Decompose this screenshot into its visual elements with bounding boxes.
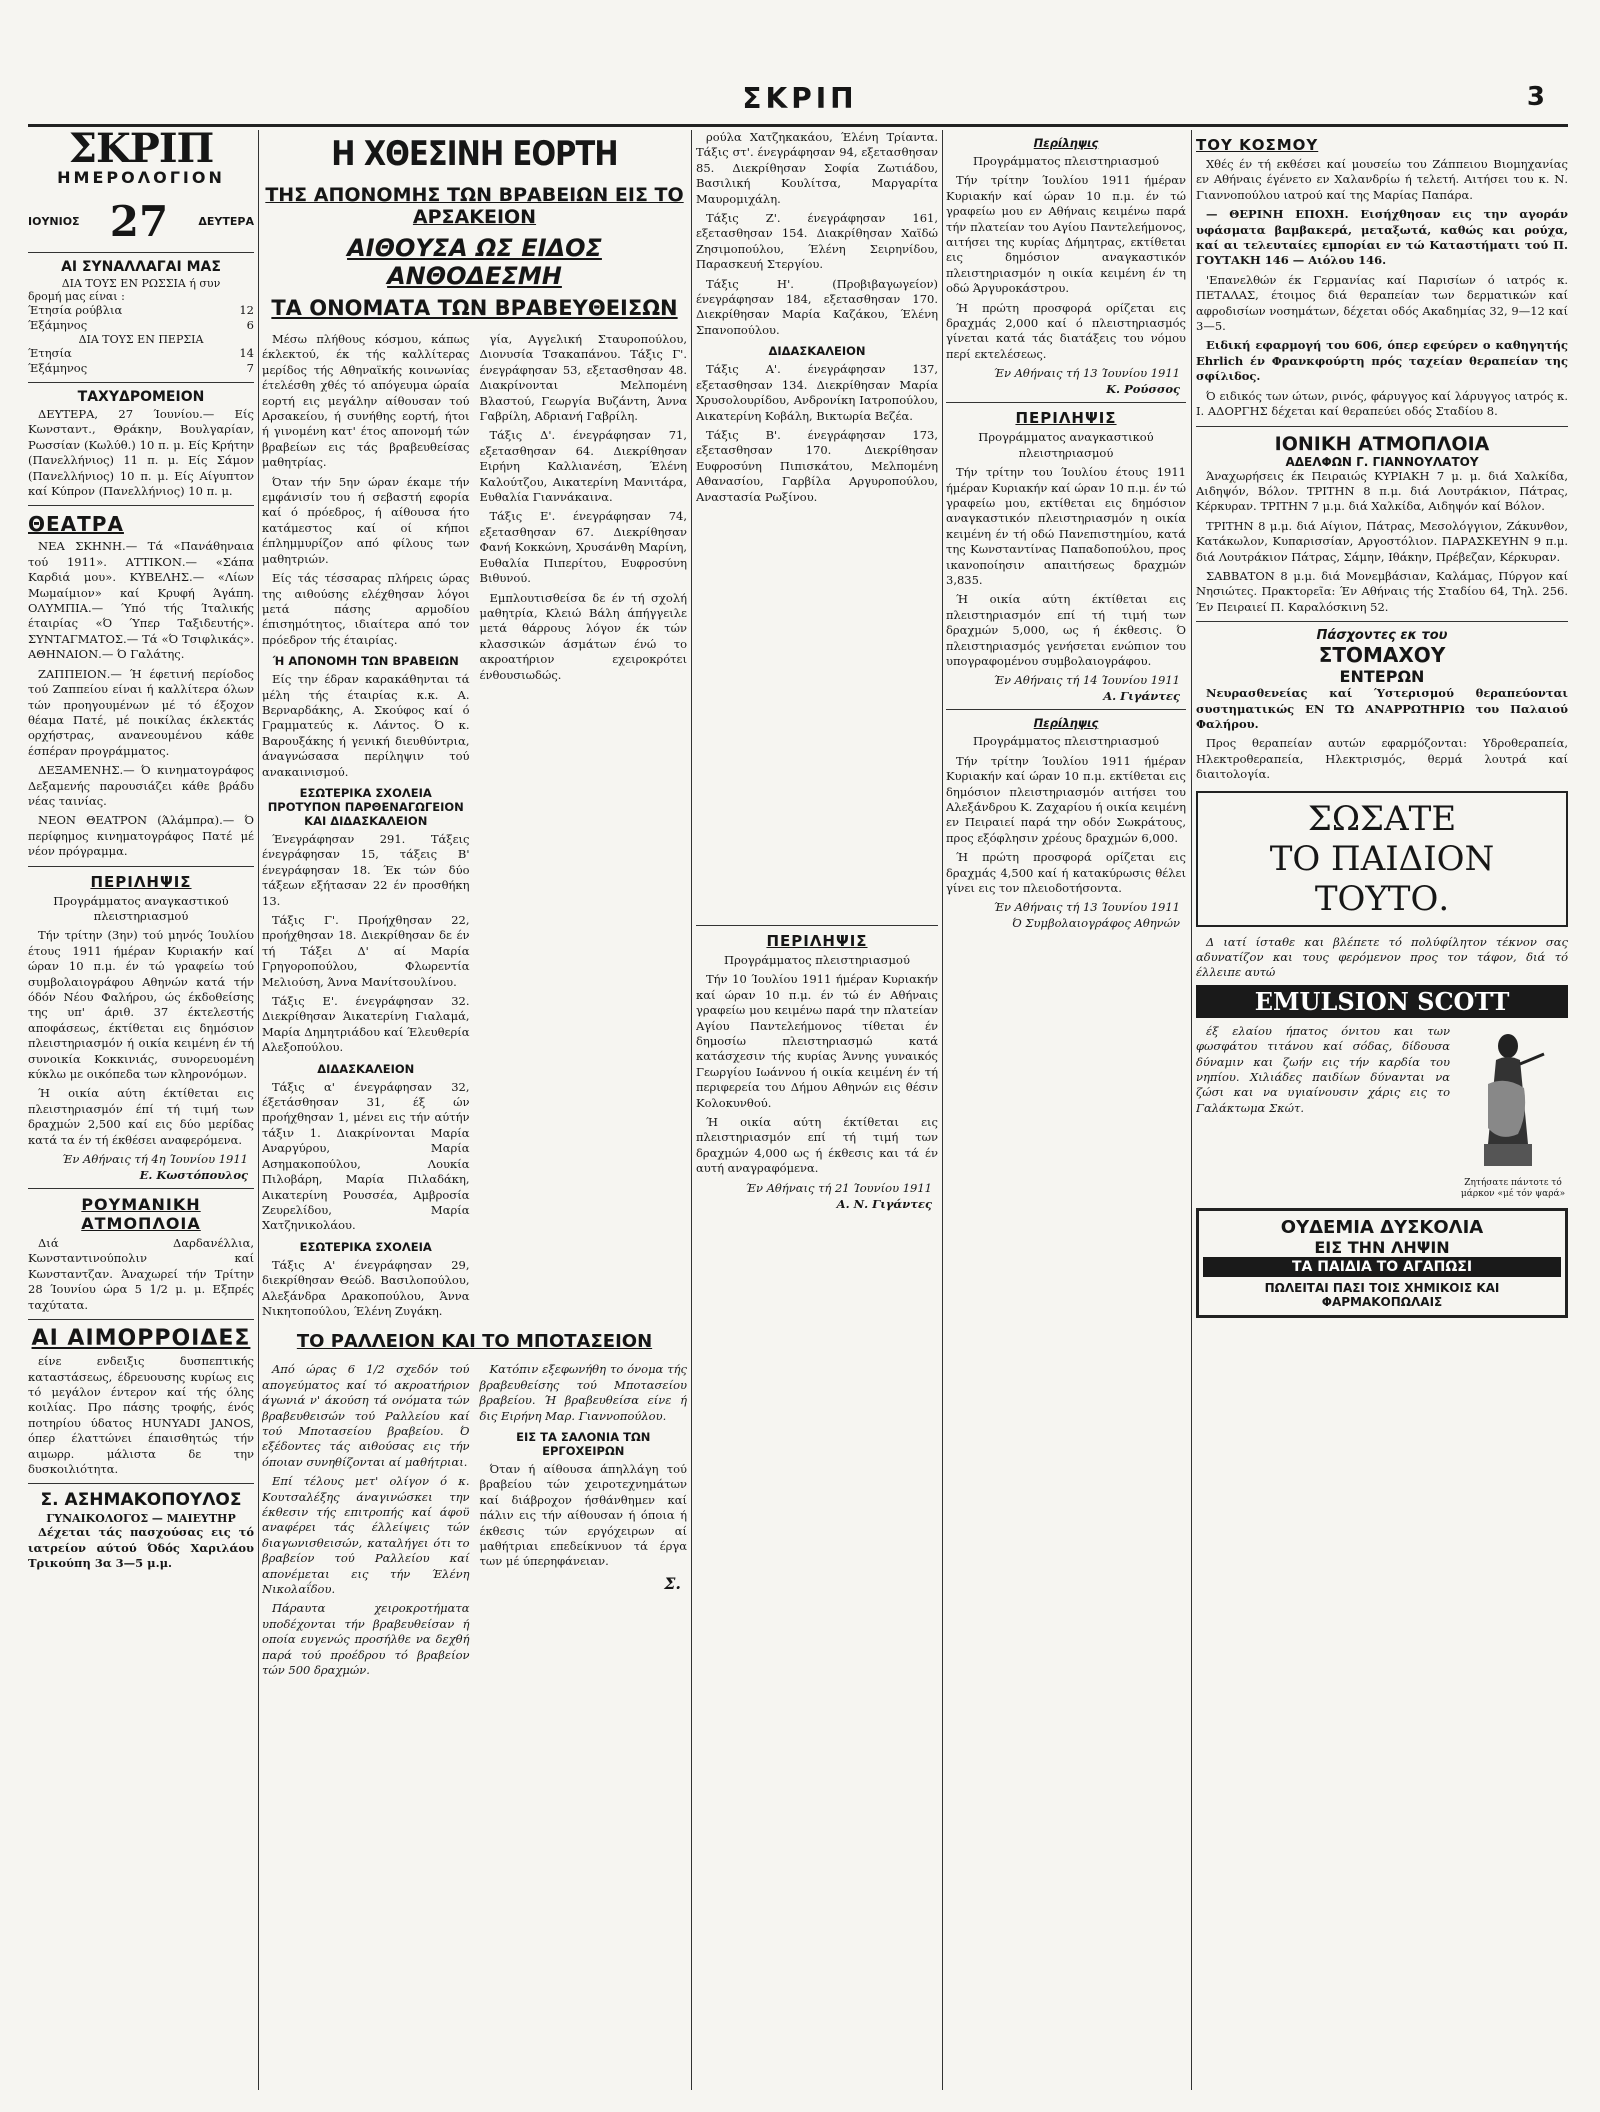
column-continuation [696,130,938,2090]
stomach-ad-intro: Πάσχοντες εκ του [1316,628,1448,644]
calendar-subtitle: ΗΜΕΡΟΛΟΓΙΟΝ [57,168,225,187]
no-difficulty-line: ΟΥΔΕΜΙΑ ΔΥΣΚΟΛΙΑ [1280,1216,1484,1238]
doctor-name: Σ. ΑΣΗΜΑΚΟΠΟΥΛΟΣ [40,1490,242,1511]
column-calendar [28,130,254,2090]
notice-signature: Α. Γιγάντες [1103,689,1180,704]
article-paragraph: Τάξις Α' ένεγράφησαν 29, διεκρίθησαν Θεώδ. Βασιλοπούλου, Αλεξάνδρα Δρακοπούλου, Άννα Νικητοπούλου, Έλένη Ζυγάκη. [262,1257,470,1318]
no-difficulty-line: ΠΩΛΕΙΤΑΙ ΠΑΣΙ ΤΟΙΣ ΧΗΜΙΚΟΙΣ ΚΑΙ ΦΑΡΜΑΚΟΠΩΛΑΙΣ [1264,1280,1500,1309]
shipping-text: ΣΑΒΒΑΤΟΝ 8 μ.μ. διά Μονεμβάσιαν, Καλάμας, Πύργον καί Νησιώτες. Πρακτορεῖα: Έν Αθήναις τής Σταδίου 64, Τηλ. 256. Έν Πειραιεί Π. Καραλόσκινη 52. [1196,568,1568,614]
column-rule [942,130,943,2090]
article-paragraph: Εμπλουτισθείσα δε έν τή σχολή μαθητρία, Κλειώ Βάλη άπήγγειλε μετά θάρρους λόγον έκ τών κλασσικών άσμάτων ένώ το ακροατήριον εχειροκρότει ένθουσιωδώς. [479,590,687,682]
column-notices [946,130,1186,2090]
stomach-ad-text: Νευρασθενείας καί Ύστερισμού θεραπεύονται συστηματικώς ΕΝ ΤΩ ΑΝΑΡΡΩΤΗΡΙΩ του Παλαιού Φαλήρου. [1196,686,1568,731]
divider [1196,426,1568,427]
internal-schools-heading: ΕΣΩΤΕΡΙΚΑ ΣΧΟΛΕΙΑ [299,1239,432,1254]
rate-row: Έτησία 14 [28,346,254,360]
article-body [262,332,687,1323]
rate-row: Έτησία ρούβλια 12 [28,303,254,317]
article-paragraph: Τάξις Γ'. Προήχθησαν 22, προήχθησαν 18. Διεκρίθησαν δε έν τή Τάξει Δ' αί Μαρία Γρηγοροπούλου, Φλωρεντία Μελιούση, Άννα Μανίτσουλίνου. [262,913,470,989]
no-difficulty-line: ΕΙΣ ΤΗΝ ΛΗΨΙΝ [1314,1237,1450,1257]
article-paragraph: Μέσω πλήθους κόσμου, κάπως έκλεκτού, έκ τής καλλίτερας μερίδος τής Αθηναϊκής κοινωνίας έτελέσθη χθές τό απόγευμα ώραία εορτή εις μεγάλην αίθουσαν τού Αρσακείου, ή συνήθης εορτή, ήτοι ή γινομένη κατ' έτος απονομή τών βραβείων εις τάς βραβευθείσας μαθητρίας. [262,332,470,470]
divider [28,382,254,383]
perilipsis-text: Τήν 10 Ίουλίου 1911 ήμέραν Κυριακήν καί ώραν 10 π.μ. έν τώ έν Αθήναις γραφείω μου κειμένω παρά την πλατείαν Αγίου Παντελεήμονος τίθεται έν δημοσίω πλειστηριασμώ κατά κατάσχεσιν τής κυρίας Άννης γυναικός Γεωργίου Ιωάννου ή οικία κειμένη έν τή περιφερεία του Δήμου Αθηνών εις θέσιν Κολοκυνθού. [696,972,938,1110]
perilipsis-signature: Α. Ν. Γιγάντες [836,1196,932,1211]
article-paragraph: Τάξις Ε'. ένεγράφησαν 74, εξετασθησαν 67. Διεκρίθησαν Φανή Κοκκώνη, Χρυσάνθη Μαρίνη, Ευθαλία Πιπερίτου, Ευφροσύνη Βιθυνού. [479,509,687,586]
perilipsis-date: Έν Αθήναις τή 4η Ίουνίου 1911 [62,1152,248,1167]
no-difficulty-ad [1196,1208,1568,1318]
calendar-date [28,197,254,246]
no-difficulty-line: ΤΑ ΠΑΙΔΙΑ ΤΟ ΑΓΑΠΩΣΙ [1203,1257,1561,1277]
theatre-text: ΖΑΠΠΕΙΟΝ.— Ή έφετινή περίοδος τού Ζαππείου είναι ή καλλίτερα όλων τών προηγουμένων μέ τό έξοχον θέαμα Πατέ, μέ ποικίλας έκλεκτάς ορχήστρας, ανανεουμένου κάθε έσπέραν προγράμματος. [28,666,254,758]
perilipsis-text: Ή οικία αύτη έκτίθεται εις πλειστηριασμόν επί τή τιμή των δραχμών 4,000 ως ή έκθεσις και τά έν αυτή αναγραφόμενα. [696,1115,938,1176]
article-right-column [480,332,688,1323]
stomach-ad-title: ΣΤΟΜΑΧΟΥ [1318,643,1446,668]
perilipsis-text: Τήν τρίτην (3ην) τού μηνός Ίουλίου έτους 1911 ήμέραν Κυριακήν καί ώραν 10 π.μ. έν τώ γραφείω τού συμβολαιογράφου Αθηνών κατά τήν όδόν Νέου Φαλήρου, ώς έκδοθείσης της υπ' άριθ. 37 έκτελεστής αποφάσεως, έκτίθεται εις δημόσιον πλειστηριασμόν ή οικία κειμένη έν τή συνοικία Κοκκινιάς, συνορευομένη κύκλω με οικόπεδα των κληρονόμων. [28,928,254,1082]
romanian-shipping-heading: ΡΟΥΜΑΝΙΚΗ ΑΤΜΟΠΛΟΙΑ [81,1195,201,1234]
society-text: Ειδική εφαρμογή του 606, όπερ εφεύρεν ο καθηγητής Ehrlich έν Φρανκφούρτη πρός ταχείαν θεραπείαν της σφίλιδος. [1196,338,1568,384]
article-signature: Σ. [664,1573,681,1593]
calendar-brand: ΣΚΡΙΠ [68,130,214,172]
ionian-shipping-heading: ΙΟΝΙΚΗ ΑΤΜΟΠΛΟΙΑ [1274,432,1490,455]
save-child-line: ΤΟ ΠΑΙΔΙΟΝ [1269,838,1495,879]
save-child-line: ΤΟΥΤΟ. [1314,878,1450,919]
emulsion-text: Δ ιατί ίσταθε και βλέπετε τό πολύφίλητον τέκνον σας αδυνατίζον και τους φερόμενον προς τον τάφον, διά τό έλλειπε αυτώ [1196,934,1568,980]
perilipsis-signature: Ε. Κωστόπουλος [139,1168,248,1183]
column-society-ads [1196,130,1568,2090]
doctor-title: ΓΥΝΑΙΚΟΛΟΓΟΣ — ΜΑΙΕΥΤΗΡ [46,1512,236,1526]
notice-date: Έν Αθήναις τή 13 Ίουνίου 1911 [993,900,1180,915]
handicrafts-heading: ΕΙΣ ΤΑ ΣΑΛΟΝΙΑ ΤΩΝ ΕΡΓΟΧΕΙΡΩΝ [516,1429,651,1458]
notice-text: Ή οικία αύτη έκτίθεται εις πλειστηριασμόν επί τή τιμή των δραχμών 5,000, ως ή έκθεσις. Ό πλειστηριασμός γενήσεται ενώπιον του υπογραφομένου συμβολαιογράφου. [946,592,1186,668]
perilipsis-heading: ΠΕΡΙΛΗΨΙΣ [90,872,192,891]
notice-heading: ΠΕΡΙΛΗΨΙΣ [1015,409,1117,428]
society-text: Χθές έν τή εκθέσει καί μουσείω του Ζάππειου Βιομηχανίας εν Αθήναις έγένετο εν Χαλανδρίω ή τελετή. Αιτήσει του κ. Ν. Γιαννοπούλου ιατρού καί της Μαρίας Παπάρα. [1196,157,1568,202]
article-paragraph: Ένεγράφησαν 291. Τάξεις ένεγράφησαν 15, τάξεις Β' ένεγράφησαν 18. Έκ τών δύο τάξεων εξήτασαν 22 έν προσθήκη 13. [262,831,470,908]
article-left-column [262,332,470,1323]
romanian-shipping-text: Διά Δαρδανέλλια, Κωνσταντινούπολιν καί Κωνσταντζαν. Άναχωρεί τήν Τρίτην 28 Ίουνίου ώρα 5 1/2 μ. μ. Εξπρές ταχύτατα. [28,1236,254,1312]
headline-hall: ΑΙΘΟΥΣΑ ΩΣ ΕΙΔΟΣ ΑΝΘΟΔΕΣΜΗ [347,234,602,290]
rallion-heading: ΤΟ ΡΑΛΛΕΙΟΝ ΚΑΙ ΤΟ ΜΠΟΤΑΣΕΙΟΝ [296,1331,653,1353]
column-main-article [262,130,687,2090]
notice-text: Τήν τρίτην Ίουλίου 1911 ήμέραν Κυριακήν καί ώραν 10 π.μ. εκτίθεται εις δημόσιον πλειστηριασμόν αιτήσει του Αλεξάνδρου Κ. Ζαχαρίου ή οικία κειμένη εν Πειραιεί παρά την οδόν Σωκράτους, προς εξόφλησιν χρέους δραχμών 6,000. [946,753,1186,845]
article-paragraph: γία, Αγγελική Σταυροπούλου, Διονυσία Τσακαπάνου. Τάξις Γ'. ένεγράφησαν 53, εξετασθησαν 48. Διακρίνονται Μελπομένη Βλαστού, Γεωργία Βυζάντη, Άννα Γαβρίλη, Αδριανή Γαβρίλη. [479,332,687,424]
divider [946,709,1186,710]
notice-text: Ή πρώτη προσφορά ορίζεται εις δραχμάς 2,000 καί ό πλειστηριασμός γίνεται κατά τάς διατάξεις του νόμου περί εκτελέσεως. [946,300,1186,361]
divider [28,1319,254,1320]
theatre-text: ΝΕΟΝ ΘΕΑΤΡΟΝ (Άλάμπρα).— Ό περίφημος κινηματογράφος Πατέ μέ νέον πρόγραμμα. [28,813,254,859]
notice-subtitle: Προγράμματος πλειστηριασμού [973,734,1159,749]
save-child-ad [1196,791,1568,927]
rate-row: Έξάμηνος 7 [28,361,254,375]
article-paragraph: Τάξις Β'. ένεγράφησαν 173, εξετασθησαν 170. Διεκρίθησαν Ευφροσύνη Πιπισκάτου, Μελπομένη Αθανασίου, Γαρβίλα Αργυροπούλου, Αναστασία Ρωξίνου. [696,427,938,504]
article-paragraph: Από ώρας 6 1/2 σχεδόν τού απογεύματος καί τό ακροατήριον άγωνιά ν' άκούση τά ονόματα τών βραβευθεισών τού Ραλλείου καί τού Μποτασείου βραβείου. Ό εξέδοντες τάς αιθούσας εις τήν όποιαν συνηθίζονται αί μαθήτριαι. [262,1362,470,1469]
column-rule [1191,130,1192,2090]
save-child-line: ΣΩΣΑΤΕ [1307,798,1457,839]
calendar-month: ΙΟΥΝΙΟΣ [28,215,80,228]
society-text: 'Επανελθών έκ Γερμανίας καί Παρισίων ό ιατρός κ. ΠΕΤΑΛΑΣ, έτοιμος διά θεραπείαν των δερματικών καί αφροδισίων νοσημάτων, δέχεται οδός Ακαδημίας 32, 9—12 καί 3—5. [1196,272,1568,334]
shipping-text: Άναχωρήσεις έκ Πειραιώς ΚΥΡΙΑΚΗ 7 μ. μ. διά Χαλκίδα, Αιδηψόν, Βόλον. ΤΡΙΤΗΝ 8 π.μ. διά Λουτράκιον, Πάτρας, Κέρκυραν. ΤΡΙΤΗΝ 7 μ.μ. διά Χαλκίδα, Αιδηψόν καί Βόλον. [1196,468,1568,514]
rate-row: Έξάμηνος 6 [28,318,254,332]
emulsion-text: έξ ελαίου ήπατος όνιτου και των φωσφάτου τιτάνου καί σόδας, δίδουσα δύναμιν και ζωήν εις τήν καρδία του νηπίου. Χιλιάδες παιδίων δύνανται να ζώσι και να υγιαίνουσιν χάρις εις το Γαλάκτωμα Σκώτ. [1196,1023,1450,1115]
article-paragraph: Είς την έδραν καρακάθηνται τά μέλη τής έταιρίας κ.κ. Α. Βερναρδάκης, Α. Σκούφος καί ό Γραμματεύς κ. Λάντος. Ό κ. Βαρουξάκης ή γενική διευθύντρια, άναγνώσασα περίληψιν τού ανακαινισμού. [262,672,470,779]
theatre-text: ΝΕΑ ΣΚΗΝΗ.— Τά «Πανάθηναια τού 1911». ΑΤΤΙΚΟΝ.— «Σάπα Καρδιά μου». ΚΥΒΕΛΗΣ.— «Λίων Μωμαίμιον» καί Κρυφή Άγάπη. ΟΛΥΜΠΙΑ.— Ύπό τής Ίταλικής έταιρίας «Ό Ύπερ Ταξιδευτής». ΣΥΝΤΑΓΜΑΤΟΣ.— Τά «Ό Τσιφλικάς». ΑΘΗΝΑΙΟΝ.— Ό Γαλάτης. [28,539,254,662]
article-paragraph: ρούλα Χατζηκακάου, Έλένη Τρίαντα. Τάξις στ'. ένεγράφησαν 94, εξετασθησαν 85. Διεκρίθησαν Σοφία Ζωτιάδου, Βασιλική Κουλίτσα, Μαργαρίτα Μαυρομιχάλη. [696,130,938,206]
notice-text: Τήν τρίτην Ίουλίου 1911 ήμέραν Κυριακήν καί ώραν 10 π.μ. έν τώ γραφείω μου εν Αθήναις κειμένω παρά τήν πλατείαν του Αγίου Παντελεήμονος, αιτήσει της κυρίας Δήμητρας, εκτίθεται εις δημόσιον αναγκαστικόν πλειστηριασμόν η οικία κειμένη έν τη οδώ Άργυροκάστρου. [946,173,1186,296]
page-number: 3 [1526,82,1545,112]
article-paragraph: Τάξις α' ένεγράφησαν 32, έξετάσθησαν 31, έξ ών προήχθησαν 1, μένει εις τήν αύτήν τάξιν 1. Διακρίνονται Μαρία Αναργύρου, Μαρία Ασημακοπούλου, Λουκία Πιλοβάρη, Μαρία Πιλαδάκη, Αικατερίνη Ρουσσέα, Αμβροσία Ζευρελίδου, Μαρία Χατζηνικολάου. [262,1079,470,1233]
schools-heading: ΕΣΩΤΕΡΙΚΑ ΣΧΟΛΕΙΑ ΠΡΟΤΥΠΟΝ ΠΑΡΘΕΝΑΓΩΓΕΙΟΝ ΚΑΙ ΔΙΔΑΣΚΑΛΕΙΟΝ [267,785,464,828]
notice-signature: Κ. Ρούσσος [1106,382,1180,397]
article-paragraph: Κατόπιν εξεφωνήθη το όνομα τής βραβευθείσης τού Μποτασείου βραβείου. Ή βραβευθείσα είνε ή δις Ειρήνη Μαρ. Γιαννοπούλου. [479,1362,687,1423]
article-paragraph: Επί τέλους μετ' ολίγον ό κ. Κουτσαλέξης άναγινώσκει την έκθεσιν τής επιτροπής καί άφοϋ αναφέρει τάς έλλείψεις τών διαγωνισθεισών, καταλήγει ότι το βραβείον τού Ραλλείου καί απονέμεται εις τήν Έλένη Νικολαΐδου. [262,1474,470,1597]
notice-subtitle: Προγράμματος πλειστηριασμού [973,154,1159,168]
divider [696,925,938,926]
award-heading: Ή ΑΠΟΝΟΜΗ ΤΩΝ ΒΡΑΒΕΙΩΝ [272,654,459,669]
divider [28,505,254,506]
divider [28,1483,254,1484]
article-paragraph: Όταν τήν 5ην ώραν έκαμε τήν εμφάνισίν του ή σεβαστή εφορία καί ό πρόεδρος, ή αίθουσα ήτο κατάμεστος καί οί κήποι έπλημμυρίζον από φίλους των μαθητριών. [262,474,470,566]
article-paragraph: Τάξις Δ'. ένεγράφησαν 71, εξετασθησαν 64. Διεκρίθησαν Ειρήνη Καλλιανέση, Έλένη Καλούτζου, Αικατερίνη Μανιτάρα, Ευθαλία Γιαννάκαινα. [479,428,687,505]
shipping-text: ΤΡΙΤΗΝ 8 μ.μ. διά Αίγιον, Πάτρας, Μεσολόγγιον, Ζάκυνθον, Κατάκωλον, Κυπαρισσίαν, Αργοστόλιον. ΠΑΡΑΣΚΕΥΗΝ 9 π.μ. διά Λουτράκιον Πάτρας, Σάμην, Ιθάκην, Πρέβεζαν, Κέρκυραν. [1196,518,1568,564]
masthead-title: ΣΚΡΙΠ [742,82,858,115]
notice-heading: Περίληψις [1033,136,1099,150]
notice-subtitle: Προγράμματος αναγκαστικού πλειστηριασμού [978,430,1154,460]
theatre-text: ΔΕΞΑΜΕΝΗΣ.— Ό κινηματογράφος Δεξαμενής παρουσιάζει κάθε βράδυ νέας ταινίας. [28,763,254,808]
notice-text: Τήν τρίτην του Ίουλίου έτους 1911 ήμέραν Κυριακήν καί ώραν 10 π.μ. έν τώ γραφείω μου, εκτίθεται εις δημόσιον αναγκαστικόν πλειστηριασμόν η οικία κειμένη έν τή οδώ Πανεπιστημίου, κατά της Κωνσταντίνας Παπαδοπούλου, προς ικανοποίησιν απαιτήσεως δραχμών 3,835. [946,465,1186,587]
article-paragraph: Τάξις Α'. ένεγράφησαν 137, εξετασθησαν 134. Διεκρίθησαν Μαρία Χρυσολουρίδου, Ανδρονίκη Ιατροπούλου, Αικατερίνη Κοβάλη, Βικτωρία Βεζέα. [696,362,938,423]
article-paragraph: Όταν ή αίθουσα άπηλλάγη τού βραβείου τών χειροτεχνημάτων καί διάβροχον ήσθάνθημεν καί πάλιν εις τήν αίθουσαν ή όποια ή έκθεσις τών εργόχειρων αί μαθήτριαι επεδείκνυον τά έργα των μέ ύπερηφάνειαν. [479,1461,687,1569]
article-paragraph: Τάξις Ζ'. ένεγράφησαν 161, εξετασθησαν 154. Διακρίθησαν Χαϊδώ Ζησιμοπούλου, Έλένη Σειρηνίδου, Παρασκευή Στεργίου. [696,211,938,272]
article-paragraph: Πάραυτα χειροκροτήματα υποδέχονται τήν βραβευθείσαν ή οποία ευγενώς προσήλθε να δεχθή παρά τού προέδρου τό βραβείον τών 500 δραχμών. [262,1601,470,1678]
divider [28,252,254,253]
rallion-body [262,1362,687,1682]
society-text: Ό ειδικός των ώτων, ρινός, φάρυγγος καί λάρυγγος ιατρός κ. Ι. ΑΔΟΡΓΗΣ δέχεται καί θεραπεύει οδός Σταδίου 8. [1196,388,1568,419]
notice-heading: Περίληψις [1033,716,1099,731]
headline-sub: ΤΗΣ ΑΠΟΝΟΜΗΣ ΤΩΝ ΒΡΑΒΕΙΩΝ ΕΙΣ ΤΟ ΑΡΣΑΚΕΙΟΝ [265,184,684,228]
calendar-weekday: ΔΕΥΤΕΡΑ [198,215,254,228]
perilipsis-date: Έν Αθήναις τή 21 Ίουνίου 1911 [745,1180,932,1195]
divider [28,1188,254,1189]
society-heading: ΤΟΥ ΚΟΣΜΟΥ [1196,136,1319,154]
headline-main: Η ΧΘΕΣΙΝΗ ΕΟΡΤΗ [331,134,618,174]
perilipsis-heading: ΠΕΡΙΛΗΨΙΣ [766,931,868,950]
perilipsis-text: Ή οικία αύτη έκτίθεται εις πλειστηριασμόν έπί τή τιμή των δραχμών 2,500 καί εις δύο μερίδας κατά τα έν τή έκθέσει αναφερόμενα. [28,1086,254,1147]
exchange-russia: ΔΙΑ ΤΟΥΣ ΕΝ ΡΩΣΣΙΑ ή συν [61,277,221,290]
post-heading: ΤΑΧΥΔΡΟΜΕΙΟΝ [77,389,205,405]
article-paragraph: Είς τάς τέσσαρας πλήρεις ώρας της αιθούσης ελέχθησαν λόγοι μετά πάσης αρμοδίου έπισημότητος, ιδιαίτερα από τον πρόεδρον τής έταιρίας. [262,571,470,647]
column-rule [258,130,259,2090]
perilipsis-subtitle: Προγράμματος πλειστηριασμού [724,952,910,967]
article-paragraph: Τάξις Η'. (Προβιβαγωγείον) ένεγράφησαν 184, εξετασθησαν 170. Διεκρίθησαν Μαρία Καζάκου, Έλένη Σπανοπούλου. [696,276,938,337]
exchange-persia: ΔΙΑ ΤΟΥΣ ΕΝ ΠΕΡΣΙΑ [78,333,204,346]
exchange-heading: ΑΙ ΣΥΝΑΛΛΑΓΑΙ ΜΑΣ [61,259,221,275]
exchange-note: δρομή μας είναι : [28,290,125,303]
headline-names: ΤΑ ΟΝΟΜΑΤΑ ΤΩΝ ΒΡΑΒΕΥΘΕΙΣΩΝ [271,296,678,320]
stomach-ad-subtitle: ΕΝΤΕΡΩΝ [1339,667,1425,687]
notice-date: Έν Αθήναις τή 14 Ίουνίου 1911 [993,673,1180,688]
fisherman-icon [1458,1024,1558,1174]
notice-date: Έν Αθήναις τή 13 Ίουνίου 1911 [993,366,1180,381]
masthead [0,82,1600,122]
perilipsis-subtitle: Προγράμματος αναγκαστικού πλειστηριασμού [53,893,229,923]
divider [28,866,254,867]
divider [1196,621,1568,622]
emulsion-brand: EMULSION SCOTT [1196,985,1568,1018]
emulsion-figure-caption: Ζητήσατε πάντοτε τό μάρκον «μέ τόν ψαρά» [1460,1177,1566,1199]
column-rule [691,130,692,2090]
theatre-heading: ΘΕΑΤΡΑ [28,512,124,537]
post-text: ΔΕΥΤΕΡΑ, 27 Ίουνίου.— Είς Κωνσταντ., Θράκην, Βουλγαρίαν, Ρωσσίαν (Κωλύθ.) 10 π. μ. Είς Κρήτην (Πανελλήνιος) 11 π. μ. Είς Σάμον (Πανελλήνιος) 10 π. μ. Είς Αίγυπτον καί Κύπρον (Πανελλήνιος) 10 π. μ. [28,407,254,499]
divider [946,402,1186,403]
society-text: — ΘΕΡΙΝΗ ΕΠΟΧΗ. Εισήχθησαν εις την αγοράν υφάσματα βαμβακερά, μεταξωτά, καθώς και ρούχα, καί αι τελευταίες εμπορίαι εν τώ Καταστήματι τού Π. ΓΟΥΤΑΚΗ 146 — Αιόλου 146. [1196,207,1568,268]
article-paragraph: Τάξις Ε'. ένεγράφησαν 32. Διεκρίθησαν Άικατερίνη Γιαλαμά, Μαρία Δημητριάδου καί Έλευθερία Αλεξοπούλου. [262,994,470,1055]
haemorrhoids-text: είνε ενδειξις δυσπεπτικής καταστάσεως, έδρευουσης κυρίως εις τό μεγάλον έντερον καί τής όλης κοιλίας. Προ πάσης τροφής, ένός ποτηρίου ύδατος HUNYADI JANOS, όπερ έλαττώνει έπαισθητώς τήν αιμωρρ. μάλιστα δε την δυσκοιλιότητα. [28,1354,254,1476]
doctor-text: Δέχεται τάς πασχούσας εις τό ιατρείον αύτού Όδός Χαριλάου Τρικούπη 3α 3—5 μ.μ. [28,1525,254,1571]
ionian-shipping-subtitle: ΑΔΕΛΦΩΝ Γ. ΓΙΑΝΝΟΥΛΑΤΟΥ [1285,454,1479,469]
notice-signature: Ό Συμβολαιογράφος Αθηνών [1012,916,1180,931]
didaskaleion-heading: ΔΙΔΑΣΚΑΛΕΙΟΝ [768,344,866,359]
stomach-ad-text: Προς θεραπείαν αυτών εφαρμόζονται: Υδροθεραπεία, Ηλεκτροθεραπεία, Ηλεκτρισμός, θερμά λουτρά καί διαιτολογία. [1196,736,1568,782]
notice-text: Ή πρώτη προσφορά ορίζεται εις δραχμάς 4,500 καί ή κατακύρωσις θέλει γίνει εις τον πλειοδοτήσοντα. [946,850,1186,896]
didaskaleion-heading: ΔΙΔΑΣΚΑΛΕΙΟΝ [317,1061,415,1076]
calendar-day: 27 [109,197,169,246]
haemorrhoids-heading: ΑΙ ΑΙΜΟΡΡΟΙΔΕΣ [31,1326,251,1352]
top-rule [28,124,1568,127]
